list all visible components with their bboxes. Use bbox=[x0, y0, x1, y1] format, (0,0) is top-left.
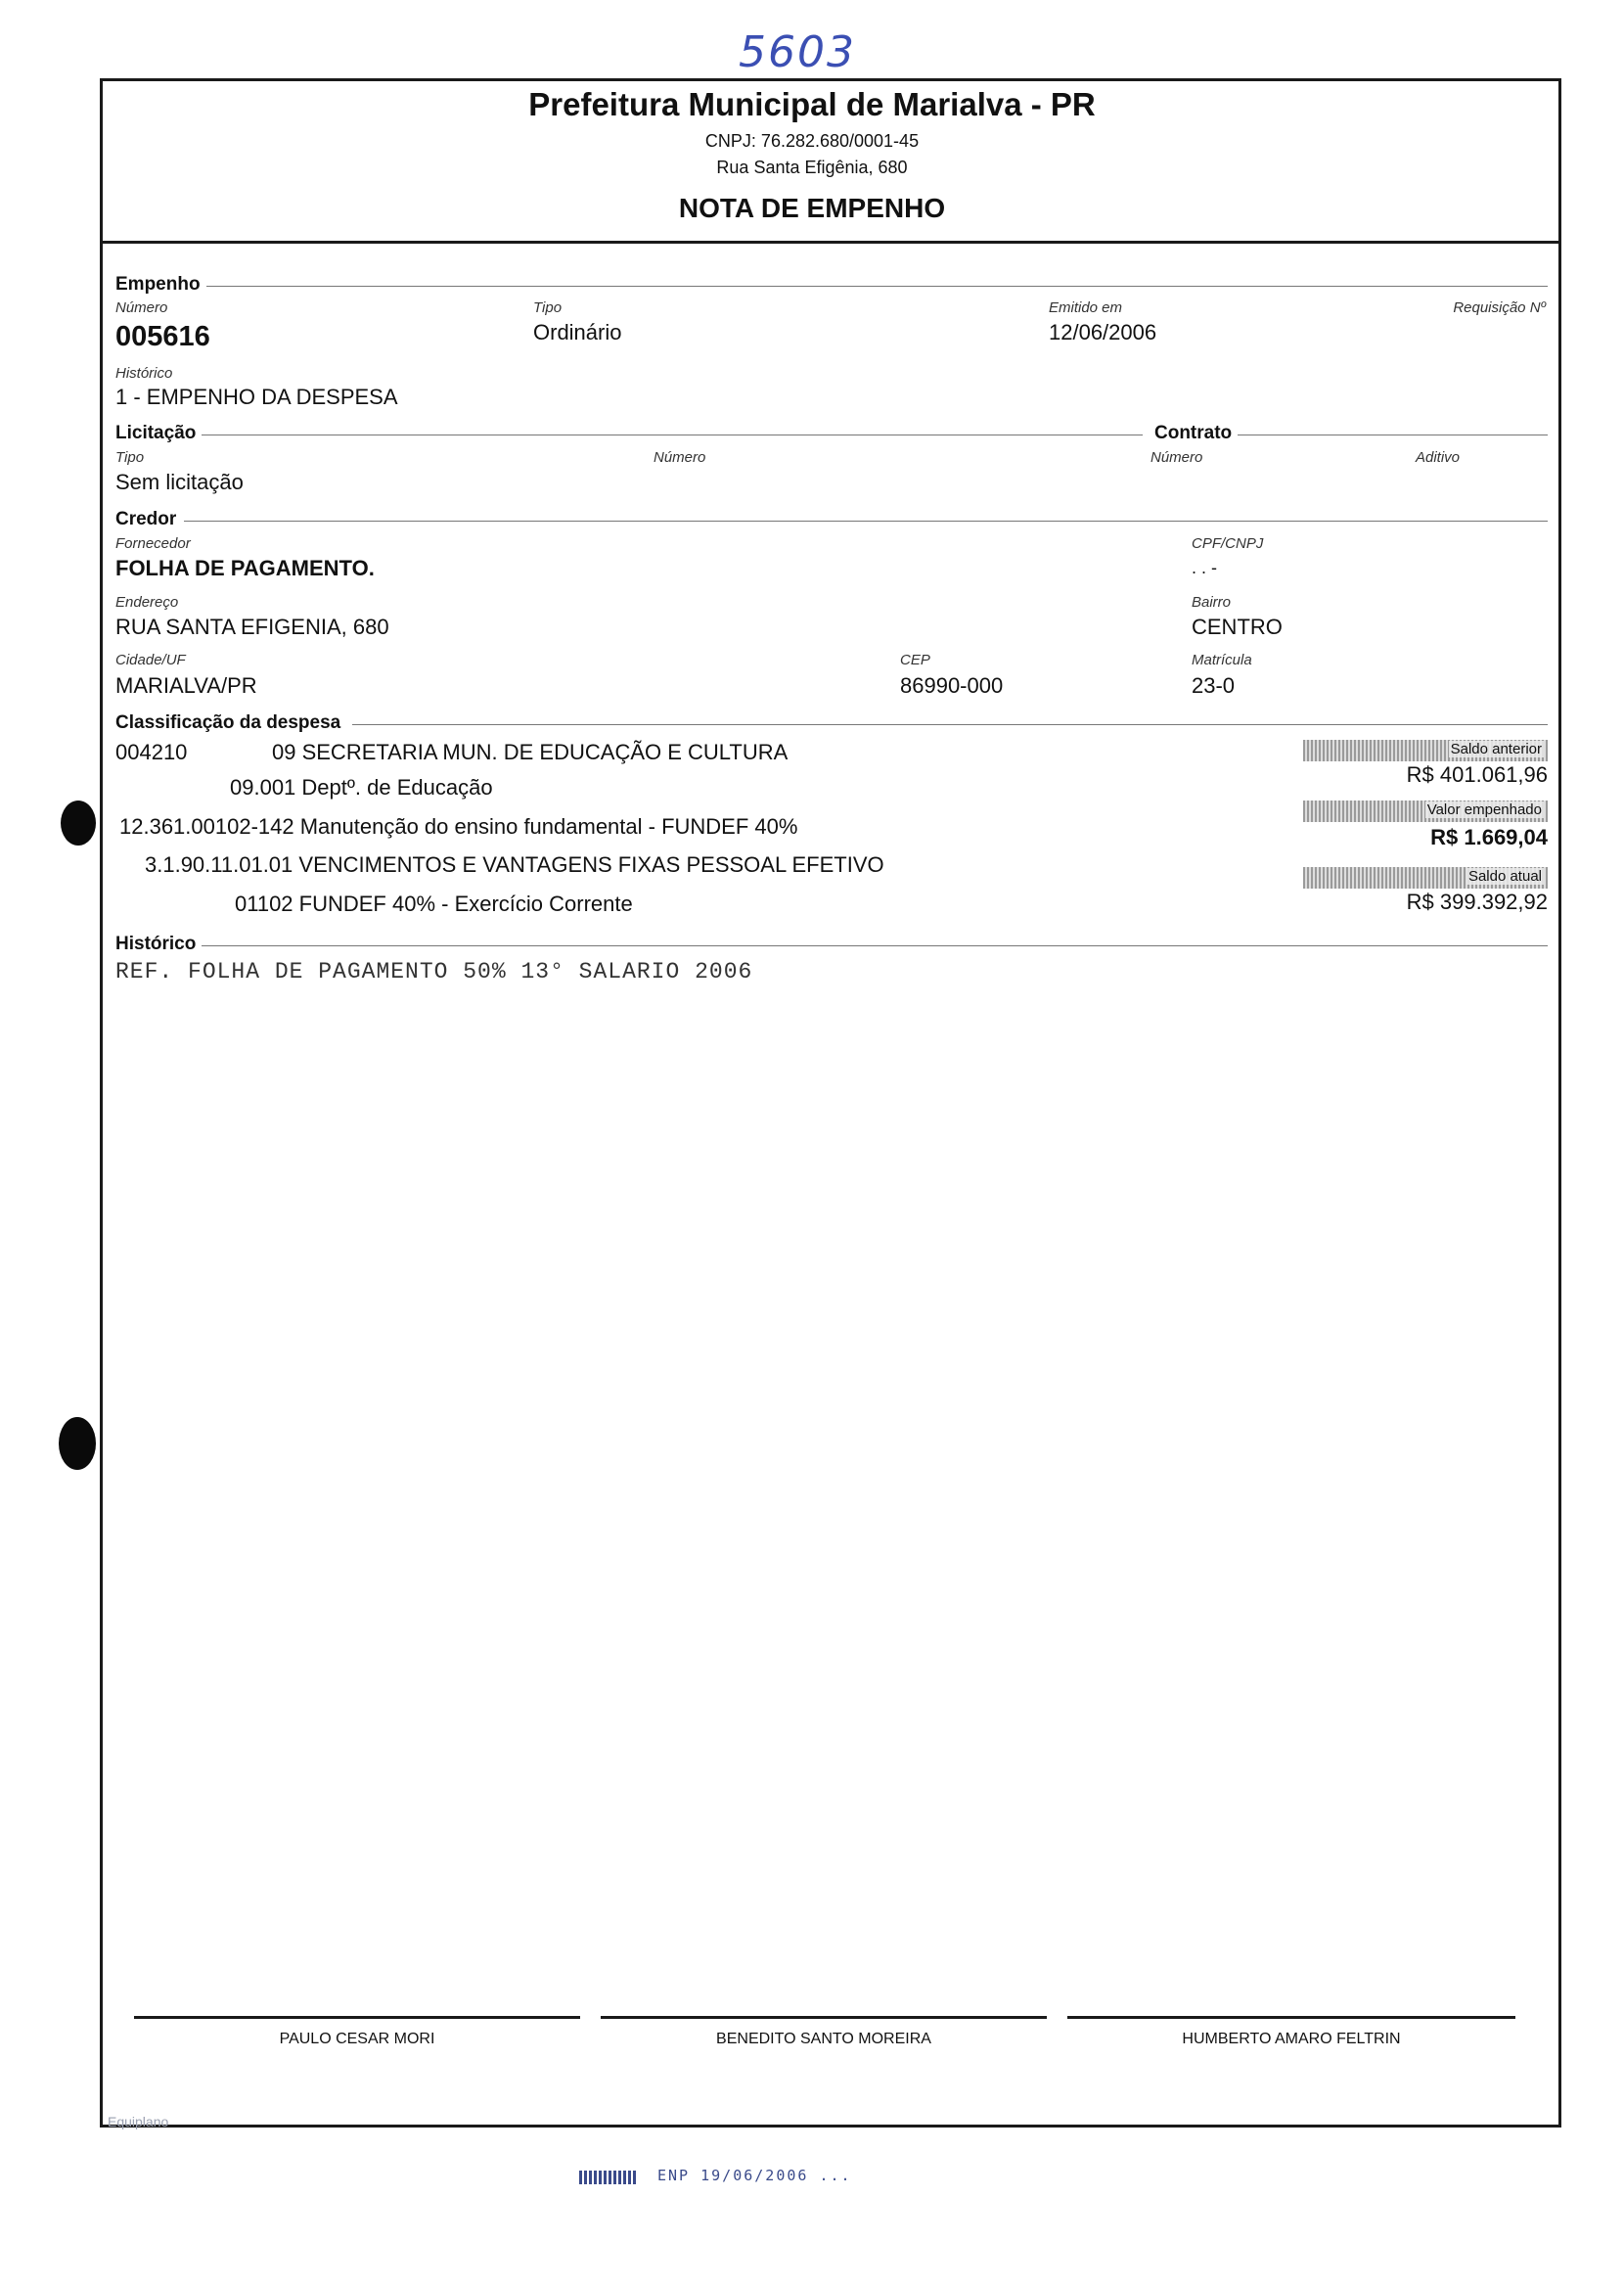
barcode-mark bbox=[579, 2171, 638, 2184]
saldo-anterior-label-box bbox=[1303, 740, 1548, 761]
historico-rule bbox=[196, 945, 1548, 946]
classificacao-rule bbox=[352, 724, 1548, 725]
valor-empenhado-label: Valor empenhado bbox=[1426, 801, 1542, 818]
saldo-atual-label-box bbox=[1303, 867, 1548, 889]
matricula-value: 23-0 bbox=[1192, 673, 1236, 698]
empenho-section-title: Empenho bbox=[115, 274, 206, 296]
emitido-label: Emitido em bbox=[1049, 299, 1123, 316]
orgao-text: 09 SECRETARIA MUN. DE EDUCAÇÃO E CULTURA bbox=[272, 740, 789, 764]
cidade-value: MARIALVA/PR bbox=[115, 673, 257, 698]
fornecedor-label: Fornecedor bbox=[115, 535, 191, 552]
endereco-value: RUA SANTA EFIGENIA, 680 bbox=[115, 615, 389, 639]
punch-hole-bottom bbox=[59, 1417, 96, 1470]
credor-rule bbox=[184, 521, 1548, 522]
licitacao-section-title: Licitação bbox=[115, 423, 202, 444]
punch-hole-top bbox=[61, 801, 96, 846]
cep-label: CEP bbox=[900, 652, 930, 668]
endereco-label: Endereço bbox=[115, 594, 179, 611]
historico-text: REF. FOLHA DE PAGAMENTO 50% 13° SALARIO 2006 bbox=[115, 959, 753, 984]
unidade-text: 09.001 Deptº. de Educação bbox=[230, 775, 493, 800]
emitido-value: 12/06/2006 bbox=[1049, 320, 1157, 344]
historico-small-value: 1 - EMPENHO DA DESPESA bbox=[115, 385, 398, 409]
tipo-label: Tipo bbox=[533, 299, 563, 316]
tipo-value: Ordinário bbox=[533, 320, 622, 344]
signature-name-3: HUMBERTO AMARO FELTRIN bbox=[1182, 2031, 1401, 2047]
numero-label: Número bbox=[115, 299, 168, 316]
contrato-numero-label: Número bbox=[1150, 449, 1203, 466]
saldo-anterior-value: R$ 401.061,96 bbox=[1406, 762, 1548, 787]
valor-empenhado-label-box bbox=[1303, 801, 1548, 822]
requisicao-label: Requisição Nº bbox=[1453, 299, 1546, 316]
handwritten-number: 5603 bbox=[739, 27, 856, 77]
licitacao-tipo-value: Sem licitação bbox=[115, 470, 244, 494]
saldo-atual-value: R$ 399.392,92 bbox=[1406, 890, 1548, 914]
header-separator bbox=[100, 241, 1561, 244]
contrato-section-title: Contrato bbox=[1149, 423, 1238, 444]
historico-small-label: Histórico bbox=[115, 365, 173, 382]
cpf-label: CPF/CNPJ bbox=[1192, 535, 1264, 552]
document-title: NOTA DE EMPENHO bbox=[678, 193, 946, 223]
signature-name-2: BENEDITO SANTO MOREIRA bbox=[716, 2031, 931, 2047]
software-credit: Equiplano bbox=[108, 2114, 169, 2129]
signature-name-1: PAULO CESAR MORI bbox=[279, 2031, 435, 2047]
cpf-value: . . - bbox=[1192, 558, 1217, 577]
matricula-label: Matrícula bbox=[1192, 652, 1252, 668]
fornecedor-value: FOLHA DE PAGAMENTO. bbox=[115, 556, 375, 580]
bairro-value: CENTRO bbox=[1192, 615, 1283, 639]
institution-title: Prefeitura Municipal de Marialva - PR bbox=[528, 86, 1096, 122]
address-text: Rua Santa Efigênia, 680 bbox=[716, 158, 908, 177]
empenho-number: 005616 bbox=[115, 321, 210, 352]
fonte-text: 01102 FUNDEF 40% - Exercício Corrente bbox=[235, 892, 633, 916]
historico-section-title: Histórico bbox=[115, 934, 202, 955]
licitacao-numero-label: Número bbox=[654, 449, 706, 466]
classificacao-section-title: Classificação da despesa bbox=[115, 712, 346, 734]
elemento-text: 3.1.90.11.01.01 VENCIMENTOS E VANTAGENS FIXAS PESSOAL EFETIVO bbox=[145, 852, 884, 877]
cnpj-text: CNPJ: 76.282.680/0001-45 bbox=[704, 131, 920, 151]
signature-line-2 bbox=[601, 2016, 1047, 2019]
signature-line-1 bbox=[134, 2016, 580, 2019]
empenho-rule bbox=[196, 286, 1548, 287]
stamp-text: ENP 19/06/2006 ... bbox=[657, 2167, 852, 2184]
valor-empenhado-value: R$ 1.669,04 bbox=[1430, 825, 1548, 849]
saldo-atual-label: Saldo atual bbox=[1467, 868, 1542, 885]
cep-value: 86990-000 bbox=[900, 673, 1004, 698]
cidade-label: Cidade/UF bbox=[115, 652, 186, 668]
saldo-anterior-label: Saldo anterior bbox=[1450, 741, 1542, 757]
licitacao-tipo-label: Tipo bbox=[115, 449, 145, 466]
signature-line-3 bbox=[1067, 2016, 1515, 2019]
classificacao-code: 004210 bbox=[115, 740, 188, 764]
bairro-label: Bairro bbox=[1192, 594, 1232, 611]
credor-section-title: Credor bbox=[115, 509, 182, 530]
projeto-text: 12.361.00102-142 Manutenção do ensino fundamental - FUNDEF 40% bbox=[119, 814, 798, 839]
contrato-aditivo-label: Aditivo bbox=[1416, 449, 1461, 466]
